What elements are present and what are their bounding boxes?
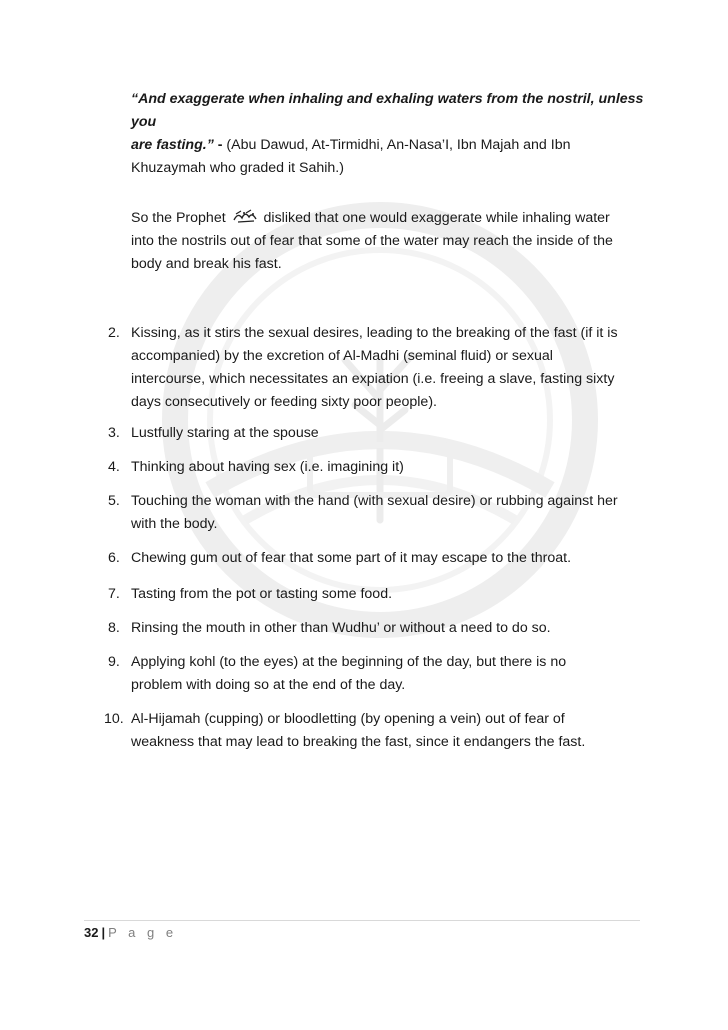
- quote-reference-line2: (Abu Dawud, At-Tirmidhi, An-Nasa’I, Ibn Majah and Ibn: [226, 137, 571, 153]
- list-number: 3.: [108, 425, 120, 441]
- footer-divider: [84, 920, 640, 921]
- list-text: Kissing, as it stirs the sexual desires, leading to the breaking of the fast (if it is: [131, 325, 618, 341]
- list-text: Al-Hijamah (cupping) or bloodletting (by opening a vein) out of fear of: [131, 711, 565, 727]
- list-text: Rinsing the mouth in other than Wudhu’ or without a need to do so.: [131, 620, 551, 636]
- list-number: 7.: [108, 586, 120, 602]
- hadith-quote: [131, 88, 651, 180]
- paragraph-line1-start: So the Prophet: [131, 210, 230, 226]
- page-label: P a g e: [108, 925, 178, 940]
- salutation-glyph-icon: [232, 209, 258, 223]
- page-footer: [84, 924, 177, 942]
- list-text: Lustfully staring at the spouse: [131, 425, 319, 441]
- quote-dash: -: [217, 137, 227, 153]
- list-text: Applying kohl (to the eyes) at the beginning of the day, but there is no: [131, 654, 567, 670]
- paragraph-line3: body and break his fast.: [131, 256, 282, 272]
- list-number: 4.: [108, 459, 120, 475]
- list-text: intercourse, which necessitates an expiation (i.e. freeing a slave, fasting sixty: [131, 371, 615, 387]
- quote-text-line2: are fasting.”: [131, 137, 218, 153]
- list-text: Touching the woman with the hand (with sexual desire) or rubbing against her: [131, 493, 618, 509]
- list-text: Chewing gum out of fear that some part of it may escape to the throat.: [131, 550, 572, 566]
- list-number: 8.: [108, 620, 120, 636]
- list-number: 10.: [104, 711, 124, 727]
- list-text: weakness that may lead to breaking the fast, since it endangers the fast.: [131, 734, 586, 750]
- paragraph-line2: into the nostrils out of fear that some of the water may reach the inside of the: [131, 233, 613, 249]
- list-text: accompanied) by the excretion of Al-Madhi (seminal fluid) or sexual: [131, 348, 553, 364]
- list-text: days consecutively or feeding sixty poor people).: [131, 394, 437, 410]
- list-number: 6.: [108, 550, 120, 566]
- list-text: problem with doing so at the end of the day.: [131, 677, 406, 693]
- page-number: 32: [84, 925, 99, 940]
- list-number: 5.: [108, 493, 120, 509]
- quote-reference-line3: Khuzaymah who graded it Sahih.): [131, 160, 344, 176]
- list-text: with the body.: [131, 516, 218, 532]
- list-text: Thinking about having sex (i.e. imagining it): [131, 459, 404, 475]
- list-number: 9.: [108, 654, 120, 670]
- explanation-paragraph: [131, 207, 651, 276]
- footer-separator: |: [101, 925, 106, 940]
- list-number: 2.: [108, 325, 120, 341]
- list-text: Tasting from the pot or tasting some food.: [131, 586, 393, 602]
- quote-text-line1: “And exaggerate when inhaling and exhaling waters from the nostril, unless you: [131, 91, 644, 130]
- paragraph-line1-end: disliked that one would exaggerate while inhaling water: [263, 210, 610, 226]
